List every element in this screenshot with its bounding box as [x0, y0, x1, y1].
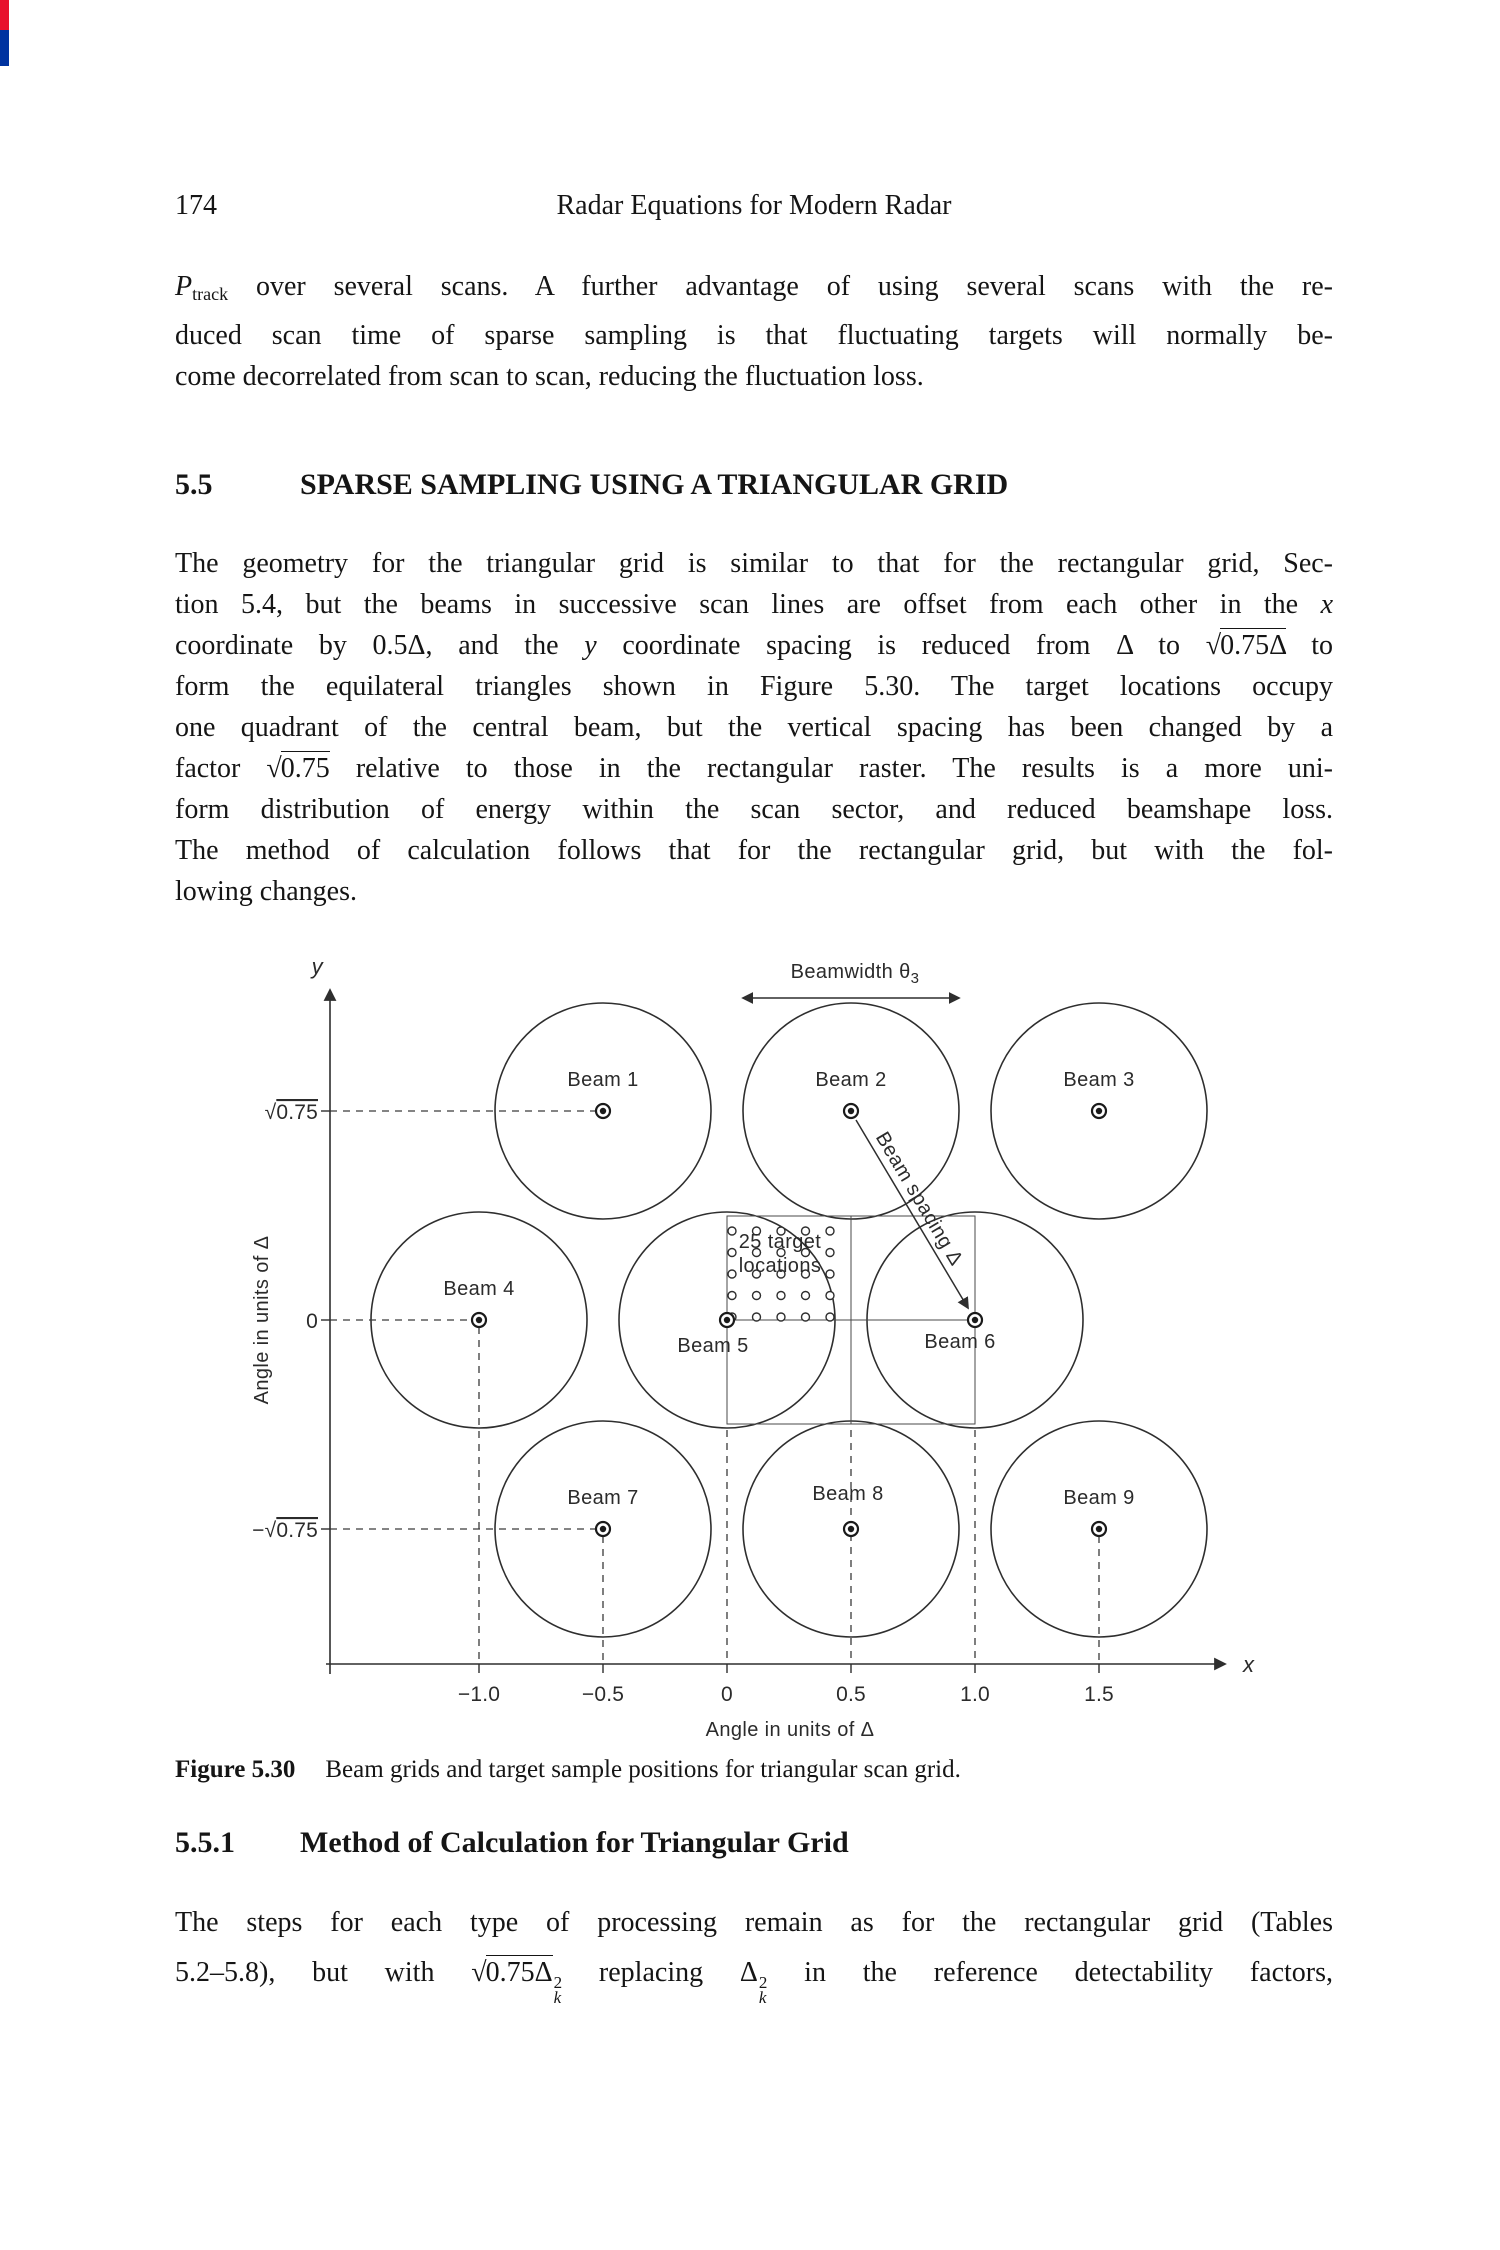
target-dot	[802, 1292, 810, 1300]
text-line: coordinate by 0.5Δ, and the y coordinate spacing is reduced from Δ to √0.75Δ to	[175, 630, 1334, 661]
beam-3-label: Beam 3	[1063, 1069, 1135, 1091]
y-tick-sqrt075: √0.75	[264, 1101, 318, 1124]
text-line: duced scan time of sparse sampling is that fluctuating targets will normally be-	[175, 320, 1333, 351]
x-axis-letter: x	[1243, 1652, 1255, 1677]
figure-5-30	[150, 948, 1320, 1753]
section-number: 5.5.1	[175, 1826, 235, 1859]
figure-5-30-svg	[150, 948, 1320, 1753]
y-axis-label: Angle in units of Δ	[251, 1235, 273, 1405]
paragraph-ptrack	[175, 266, 1333, 397]
x-tick-1: 1.0	[960, 1683, 990, 1706]
beam-7-dot	[596, 1522, 610, 1536]
x-tick-0: 0	[721, 1683, 733, 1706]
text-line: tion 5.4, but the beams in successive scan lines are offset from each other in the x	[175, 589, 1333, 620]
beam-4-dot	[472, 1313, 486, 1327]
section-title: Method of Calculation for Triangular Grid	[300, 1826, 849, 1859]
target-dot	[826, 1292, 834, 1300]
y-tick-zero: 0	[306, 1310, 318, 1333]
paragraph-geometry	[175, 543, 1333, 912]
text-line: form distribution of energy within the scan sector, and reduced beamshape loss.	[175, 794, 1333, 825]
target-label-line1: 25 target	[738, 1231, 822, 1253]
text-line: come decorrelated from scan to scan, reducing the fluctuation loss.	[175, 361, 924, 392]
text-line: lowing changes.	[175, 876, 357, 907]
beam-6-dot	[968, 1313, 982, 1327]
beam-3-dot	[1092, 1104, 1106, 1118]
target-dot	[728, 1249, 736, 1257]
target-dot	[777, 1292, 785, 1300]
page-header	[175, 190, 1333, 222]
y-axis-letter: y	[311, 954, 323, 979]
beam-8-label: Beam 8	[812, 1483, 884, 1505]
text-line: form the equilateral triangles shown in Figure 5.30. The target locations occupy	[175, 671, 1333, 702]
section-5-5-1-heading	[175, 1826, 1333, 1860]
x-tick-05: 0.5	[836, 1683, 866, 1706]
tick-marks	[321, 1111, 1099, 1673]
figure-caption-text: Beam grids and target sample positions for triangular scan grid.	[325, 1756, 961, 1783]
text-line: 5.2–5.8), but with √0.75Δ 2 k replacing Δ 2 k in the reference detectability factors,	[175, 1957, 1333, 2007]
target-dot	[753, 1292, 761, 1300]
page-number: 174	[175, 190, 217, 221]
running-title: Radar Equations for Modern Radar	[556, 190, 952, 221]
section-number: 5.5	[175, 468, 213, 501]
figure-caption-label: Figure 5.30	[175, 1756, 296, 1783]
edge-mark-red	[0, 0, 9, 30]
beam-1-dot	[596, 1104, 610, 1118]
edge-mark-blue	[0, 30, 9, 66]
beam-5-dot	[720, 1313, 734, 1327]
x-tick-15: 1.5	[1084, 1683, 1114, 1706]
target-dot	[802, 1313, 810, 1321]
text-line: The steps for each type of processing remain as for the rectangular grid (Tables	[175, 1907, 1333, 1938]
text-line: The geometry for the triangular grid is similar to that for the rectangular grid, Sec-	[175, 548, 1333, 579]
beamwidth-label: Beamwidth $\theta_3$	[790, 961, 920, 987]
text-line: The method of calculation follows that for the rectangular grid, but with the fol-	[175, 835, 1333, 866]
beam-2-dot	[844, 1104, 858, 1118]
section-title: SPARSE SAMPLING USING A TRIANGULAR GRID	[300, 468, 1009, 501]
target-dot	[826, 1227, 834, 1235]
x-axis-label: Angle in units of Δ	[705, 1719, 875, 1741]
section-5-5-heading	[175, 468, 1333, 502]
x-tick-neg1: −1.0	[457, 1683, 501, 1706]
beam-5-label: Beam 5	[677, 1335, 749, 1357]
beam-9-dot	[1092, 1522, 1106, 1536]
y-tick-neg-sqrt075: −√0.75	[252, 1519, 318, 1542]
target-dot	[728, 1292, 736, 1300]
target-dot	[826, 1313, 834, 1321]
target-dot	[777, 1313, 785, 1321]
text-line: factor √0.75 relative to those in the rectangular raster. The results is a more uni-	[175, 753, 1333, 784]
paragraph-method	[175, 1898, 1333, 2005]
beam-1-label: Beam 1	[567, 1069, 639, 1091]
beam-9-label: Beam 9	[1063, 1487, 1135, 1509]
target-dot	[728, 1270, 736, 1278]
target-dot	[753, 1313, 761, 1321]
beam-8-dot	[844, 1522, 858, 1536]
beam-4-label: Beam 4	[443, 1278, 515, 1300]
beam-6-label: Beam 6	[924, 1331, 996, 1353]
target-dot	[826, 1270, 834, 1278]
beam-7-label: Beam 7	[567, 1487, 639, 1509]
target-dot	[728, 1227, 736, 1235]
text-line: Ptrack over several scans. A further advantage of using several scans with the re-	[175, 271, 1333, 304]
text-line: one quadrant of the central beam, but the vertical spacing has been changed by a	[175, 712, 1333, 743]
target-dot	[826, 1249, 834, 1257]
target-label-line2: locations	[738, 1255, 822, 1277]
figure-caption	[175, 1756, 1333, 1784]
dashed-guides	[330, 1111, 1099, 1664]
beam-spacing-label: Beam spacing Δ	[870, 1128, 968, 1270]
beam-2-label: Beam 2	[815, 1069, 887, 1091]
x-tick-neg05: −0.5	[581, 1683, 625, 1706]
